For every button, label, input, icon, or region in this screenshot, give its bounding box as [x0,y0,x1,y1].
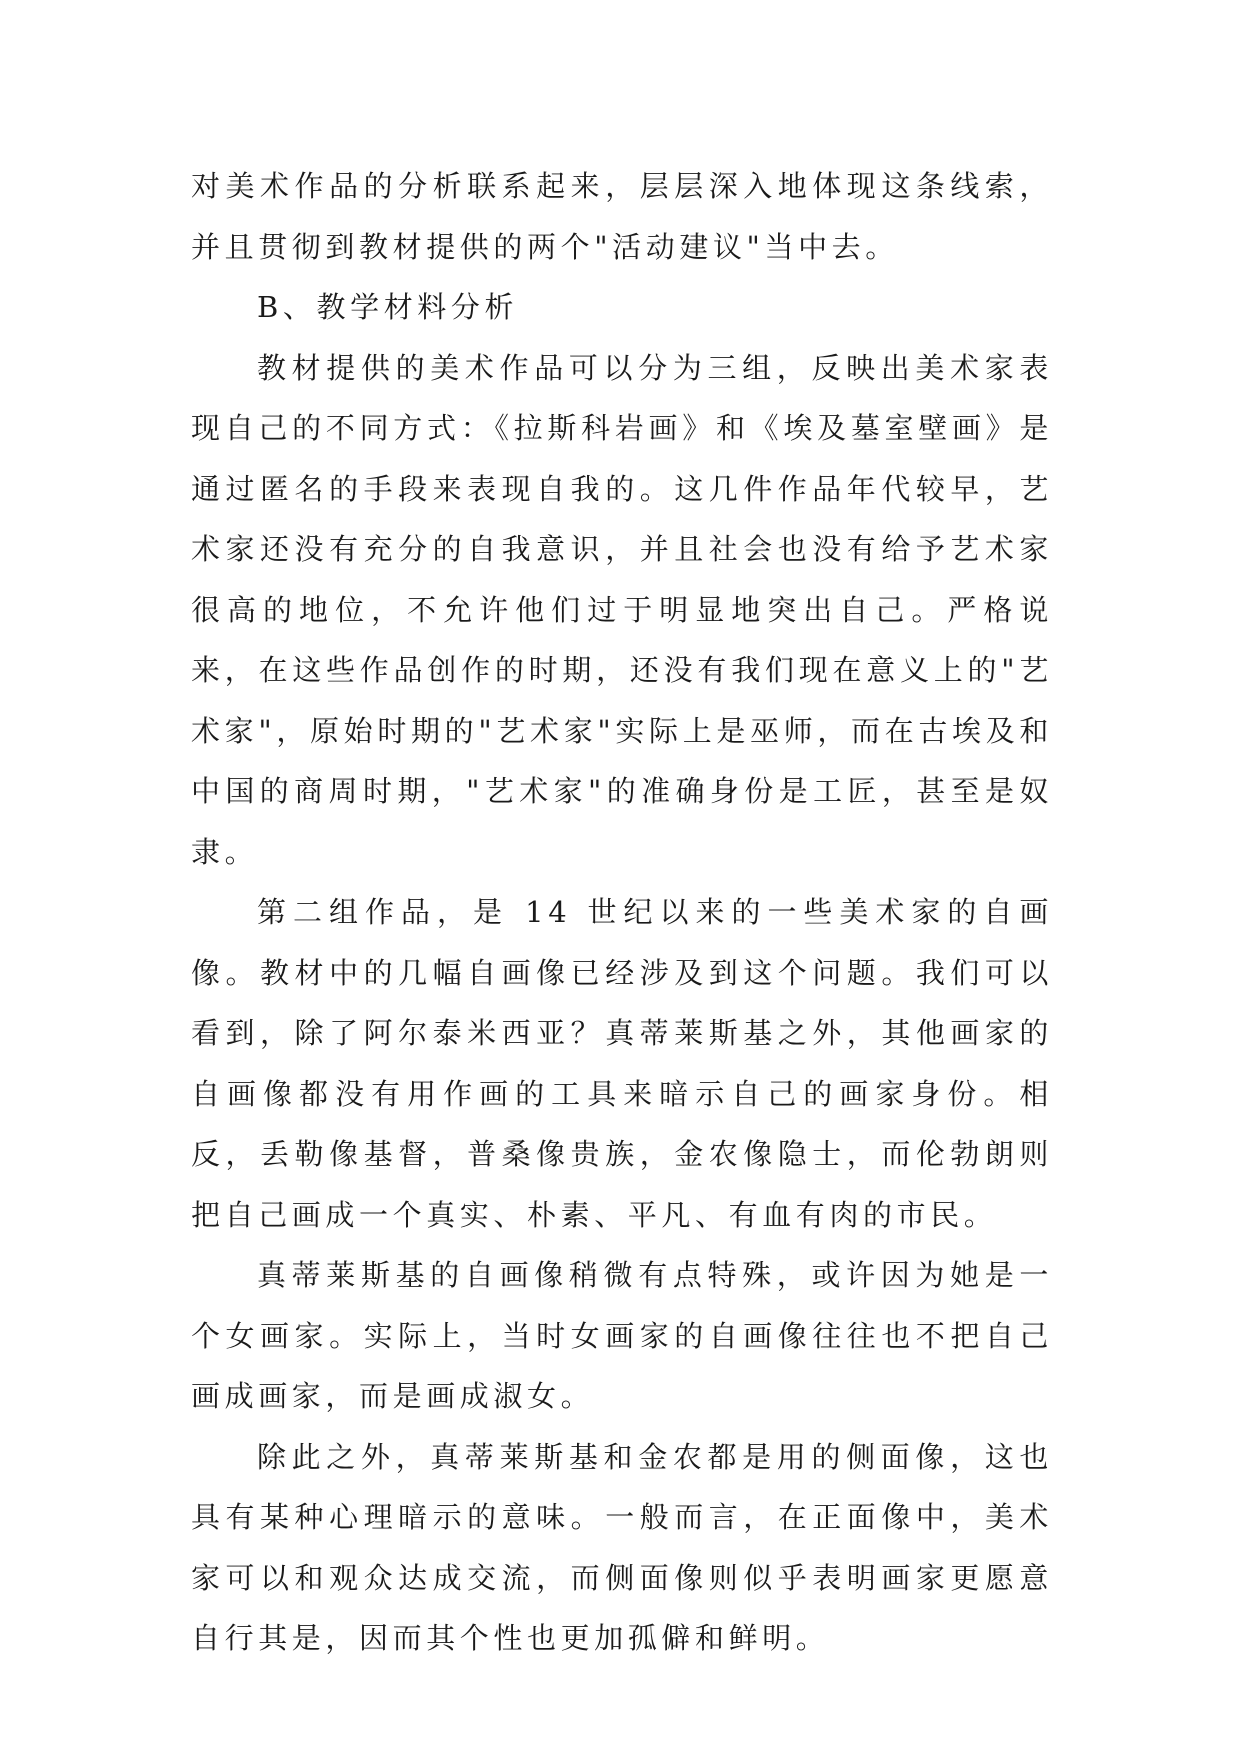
section-heading: B、教学材料分析 [257,290,519,324]
document-body [191,156,1053,1669]
paragraph-gentileschi: 真蒂莱斯基的自画像稍微有点特殊，或许因为她是一个女画家。实际上，当时女画家的自画像往往也不把自己画成画家，而是画成淑女。 [191,1258,1053,1413]
paragraph-continuation: 对美术作品的分析联系起来，层层深入地体现这条线索，并且贯彻到教材提供的两个"活动建议"当中去。 [191,169,1053,264]
paragraph-first-group: 教材提供的美术作品可以分为三组，反映出美术家表现自己的不同方式：《拉斯科岩画》和《埃及墓室壁画》是通过匿名的手段来表现自我的。这几件作品年代较早，艺术家还没有充分的自我意识，并且社会也没有给予艺术家很高的地位，不允许他们过于明显地突出自己。严格说来，在这些作品创作的时期，还没有我们现在意义上的"艺术家"，原始时期的"艺术家"实际上是巫师，而在古埃及和中国的商周时期，"艺术家"的准确身份是工匠，甚至是奴隶。 [191,350,1053,869]
paragraph-second-group: 第二组作品，是 14 世纪以来的一些美术家的自画像。教材中的几幅自画像已经涉及到这个问题。我们可以看到，除了阿尔泰米西亚？真蒂莱斯基之外，其他画家的自画像都没有用作画的工具来暗示自己的画家身份。相反，丢勒像基督，普桑像贵族，金农像隐士，而伦勃朗则把自己画成一个真实、朴素、平凡、有血有肉的市民。 [191,895,1053,1232]
paragraph-profile-portraits: 除此之外，真蒂莱斯基和金农都是用的侧面像，这也具有某种心理暗示的意味。一般而言，在正面像中，美术家可以和观众达成交流，而侧面像则似乎表明画家更愿意自行其是，因而其个性也更加孤僻和鲜明。 [191,1439,1053,1655]
